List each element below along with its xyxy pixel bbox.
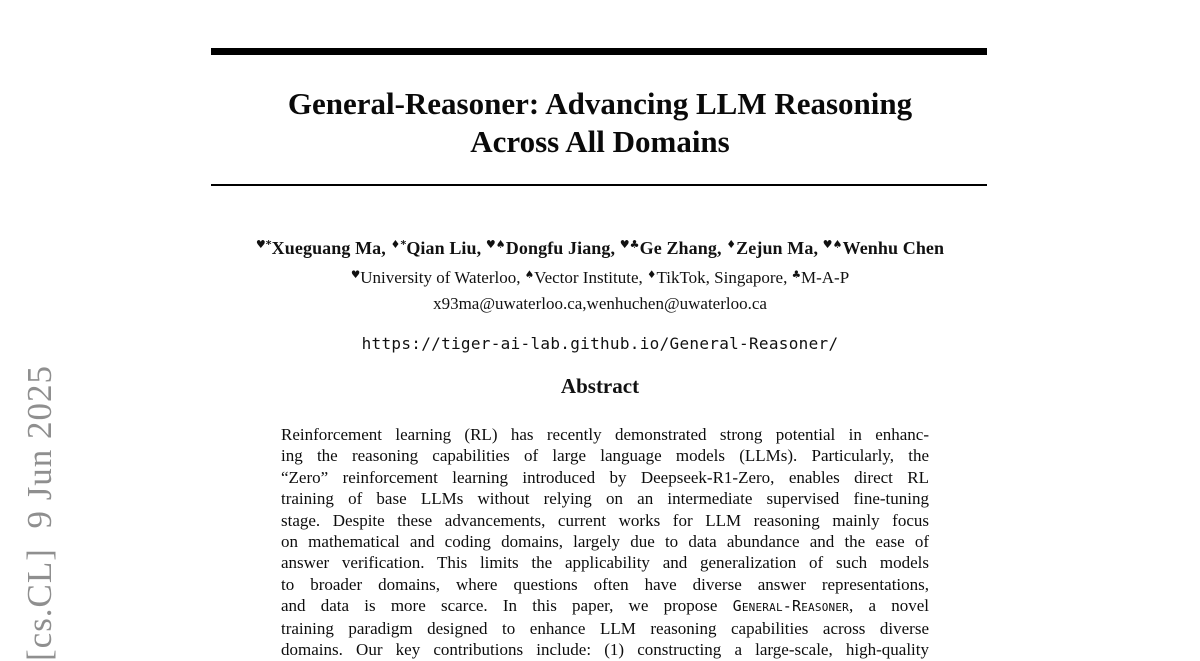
affiliation-name: Vector Institute, <box>534 268 648 287</box>
author-name: Xueguang Ma, <box>271 238 391 258</box>
affiliations-line <box>212 268 988 288</box>
title-bottom-rule <box>211 184 987 186</box>
abstract-body <box>281 424 929 660</box>
author-affiliation-marker: ♥♠ <box>822 238 843 251</box>
arxiv-stamp: [cs.CL] 9 Jun 2025 <box>20 364 59 661</box>
abstract-line: Reinforcement learning (RL) has recently demonstrated strong potential in enhanc- <box>281 425 929 444</box>
affiliation-name: TikTok, Singapore, <box>656 268 792 287</box>
abstract-line: domains. Our key contributions include: (1) constructing a large-scale, high-quality <box>281 640 929 660</box>
author-name: Zejun Ma, <box>736 238 823 258</box>
author-affiliation-marker: ♦ <box>726 238 737 251</box>
abstract-line: “Zero” reinforcement learning introduced by Deepseek-R1-Zero, enables direct RL <box>281 467 929 487</box>
abstract-heading: Abstract <box>560 374 640 398</box>
affiliation-marker: ♣ <box>791 269 801 281</box>
abstract-line: training paradigm designed to enhance LLM reasoning capabilities across diverse <box>281 618 929 638</box>
author-name: Ge Zhang, <box>639 238 727 258</box>
abstract-line: on mathematical and coding domains, largely due to data abundance and the ease of <box>281 532 929 552</box>
author-name: Qian Liu, <box>406 238 486 258</box>
method-name-smallcaps: General-Reasoner <box>732 597 849 616</box>
title-line-2: Across All Domains <box>470 124 730 159</box>
author-affiliation-marker: ♥* <box>255 238 272 251</box>
abstract-line-pre: and data is more scarce. In this paper, we propose <box>281 596 733 616</box>
affiliation-marker: ♥ <box>350 269 361 281</box>
abstract-line-post: , a novel <box>849 596 929 616</box>
affiliation-marker: ♦ <box>647 269 657 281</box>
project-url-link[interactable]: https://tiger-ai-lab.github.io/General-Reasoner/ <box>361 334 839 353</box>
title-line-1: General-Reasoner: Advancing LLM Reasoning <box>287 86 913 121</box>
author-name: Dongfu Jiang, <box>505 238 620 258</box>
top-rule <box>211 48 987 55</box>
abstract-line: ing the reasoning capabilities of large language models (LLMs). Particularly, the <box>281 446 929 466</box>
affiliation-name: M-A-P <box>801 268 850 287</box>
author-emails: x93ma@uwaterloo.ca,wenhuchen@uwaterloo.ca <box>433 294 767 313</box>
author-affiliation-marker: ♥♣ <box>619 238 640 251</box>
abstract-line: to broader domains, where questions often have diverse answer representations, <box>281 574 929 594</box>
abstract-line: training of base LLMs without relying on an intermediate supervised fine-tuning <box>281 489 929 509</box>
author-name: Wenhu Chen <box>842 238 945 258</box>
affiliation-marker: ♠ <box>524 269 535 281</box>
authors-line <box>212 238 988 259</box>
page-title <box>212 85 988 161</box>
project-url-line <box>212 334 988 353</box>
abstract-line: stage. Despite these advancements, current works for LLM reasoning mainly focus <box>281 510 929 530</box>
abstract-line: answer verification. This limits the applicability and generalization of such models <box>281 553 929 573</box>
author-affiliation-marker: ♥♠ <box>485 238 506 251</box>
author-affiliation-marker: ♦* <box>390 238 407 251</box>
affiliation-name: University of Waterloo, <box>360 268 525 287</box>
abstract-line-with-term <box>281 595 929 617</box>
